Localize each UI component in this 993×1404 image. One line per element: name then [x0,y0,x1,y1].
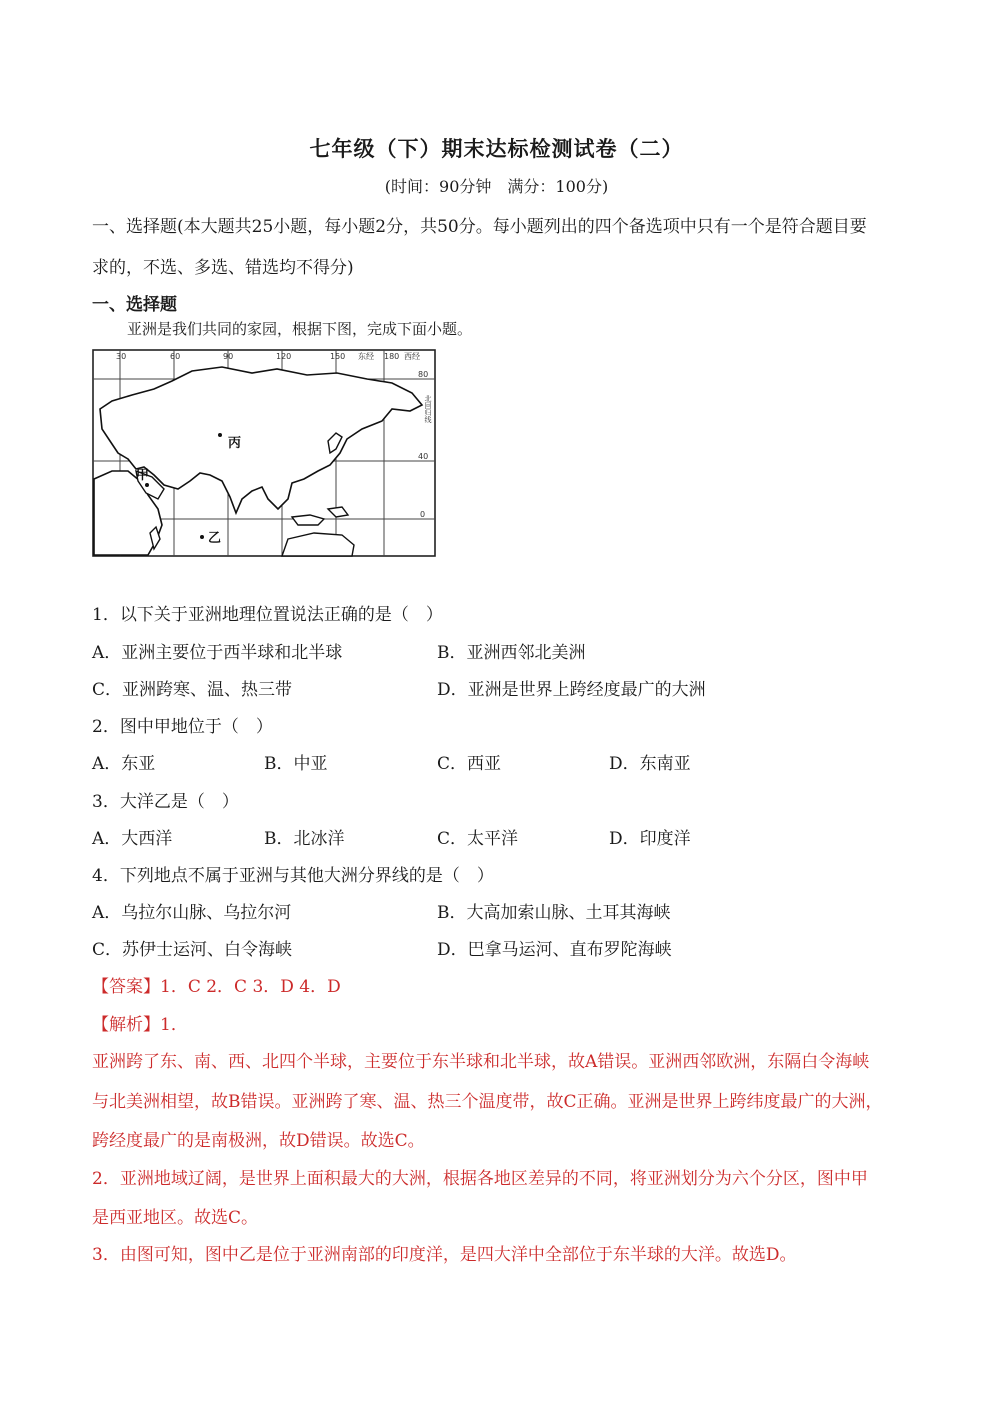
yi-point [200,535,204,539]
lat-label-40: 40 [418,452,429,461]
analysis-line-3: 跨经度最广的是南极洲，故D错误。故选C。 [92,1131,425,1151]
question-2-stem: 2．图中甲地位于（ ） [92,717,273,737]
lon-label-90: 90 [223,352,234,361]
question-1-option-c[interactable]: C．亚洲跨寒、温、热三带 [92,680,293,700]
lon-label-60: 60 [170,352,181,361]
jia-label: 甲 [136,468,150,483]
analysis-line-4: 2．亚洲地域辽阔，是世界上面积最大的大洲，根据各地区差异的不同，将亚洲划分为六个分区，图中甲 [92,1169,868,1189]
intro-text: 亚洲是我们共同的家园，根据下图，完成下面小题。 [127,320,473,338]
question-3-option-d[interactable]: D．印度洋 [609,829,691,849]
question-2-option-c[interactable]: C．西亚 [437,754,502,774]
lon-label-120: 120 [276,352,292,361]
question-2-option-d[interactable]: D．东南亚 [609,754,691,774]
question-4-option-a[interactable]: A．乌拉尔山脉、乌拉尔河 [92,903,292,923]
question-2-option-b[interactable]: B．中亚 [264,754,328,774]
answer-tag: 【答案】 [92,977,160,997]
question-2-option-a[interactable]: A．东亚 [92,754,156,774]
question-1-stem: 1．以下关于亚洲地理位置说法正确的是（ ） [92,605,443,625]
yi-label: 乙 [208,531,222,546]
analysis-heading [92,1010,188,1035]
question-1-option-d[interactable]: D．亚洲是世界上跨经度最广的大洲 [437,680,706,700]
question-3-stem: 3．大洋乙是（ ） [92,792,239,812]
lon-label-east: 东经 [358,352,374,361]
section-heading: 一、选择题 [92,295,177,315]
lon-label-west: 西经 [404,352,420,361]
analysis-line-1: 亚洲跨了东、南、西、北四个半球，主要位于东半球和北半球，故A错误。亚洲西邻欧洲，东隔白令海峡 [92,1052,870,1072]
tropic-label: 北回归线 [424,395,432,423]
analysis-line-6: 3．由图可知，图中乙是位于亚洲南部的印度洋，是四大洋中全部位于东半球的大洋。故选D。 [92,1245,797,1265]
question-4-option-c[interactable]: C．苏伊士运河、白令海峡 [92,940,293,960]
question-4-option-d[interactable]: D．巴拿马运河、直布罗陀海峡 [437,940,672,960]
question-4-option-b[interactable]: B．大高加索山脉、土耳其海峡 [437,903,671,923]
question-4-stem: 4．下列地点不属于亚洲与其他大洲分界线的是（ ） [92,866,494,886]
analysis-line-2: 与北美洲相望，故B错误。亚洲跨了寒、温、热三个温度带，故C正确。亚洲是世界上跨纬度最广的大洲， [92,1092,883,1112]
lat-label-0: 0 [420,510,426,519]
analysis-tag: 【解析】 [92,1015,160,1035]
bing-point [218,433,222,437]
exam-time-score: (时间：90分钟 满分：100分) [384,177,609,196]
question-1-option-b[interactable]: B．亚洲西邻北美洲 [437,643,586,663]
asia-map [92,349,436,557]
answer-text: 1．C 2．C 3．D 4．D [160,977,341,997]
question-1-option-a[interactable]: A．亚洲主要位于西半球和北半球 [92,643,343,663]
lat-label-80: 80 [418,370,429,379]
lon-label-150: 150 [330,352,346,361]
question-3-option-c[interactable]: C．太平洋 [437,829,519,849]
lon-label-180: 180 [384,352,400,361]
instructions-line-2: 求的，不选、多选、错选均不得分) [92,258,354,278]
page-title: 七年级（下）期末达标检测试卷（二） [309,136,684,161]
analysis-line-5: 是西亚地区。故选C。 [92,1208,259,1228]
question-3-option-a[interactable]: A．大西洋 [92,829,173,849]
instructions-line-1: 一、选择题(本大题共25小题，每小题2分，共50分。每小题列出的四个备选项中只有一个是符合题目要 [92,217,867,237]
lon-label-30: 30 [116,352,127,361]
asia-map-figure [92,349,436,557]
answer-line [92,972,341,997]
analysis-first: 1． [160,1015,188,1035]
jia-point [145,483,149,487]
question-3-option-b[interactable]: B．北冰洋 [264,829,345,849]
bing-label: 丙 [228,436,242,451]
